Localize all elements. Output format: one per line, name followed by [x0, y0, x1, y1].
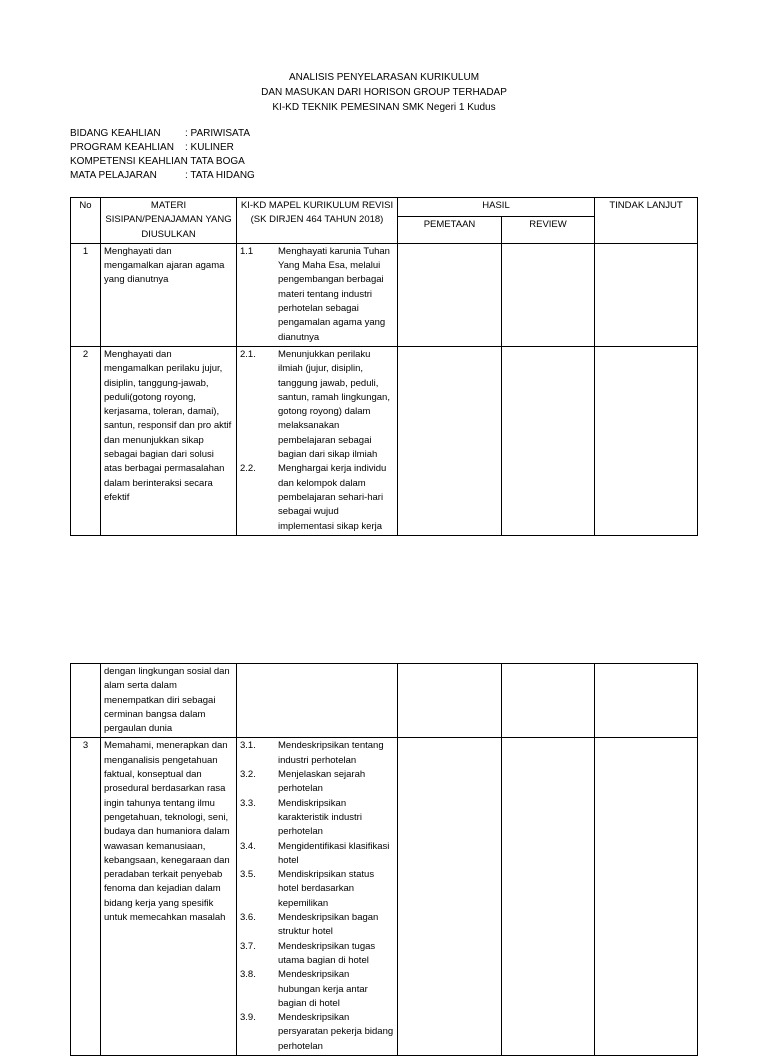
- info-value: : KULINER: [185, 142, 234, 153]
- cell-review: [502, 243, 595, 346]
- info-value: : TATA BOGA: [185, 156, 245, 167]
- header-no: No: [71, 198, 101, 244]
- kd-item: [240, 911, 394, 940]
- cell-review: [502, 346, 595, 535]
- kd-text: Menjelaskan sejarah perhotelan: [278, 769, 366, 795]
- info-label: MATA PELAJARAN: [70, 170, 157, 181]
- info-row-program: [70, 141, 255, 155]
- cell-tindak-lanjut: [595, 664, 698, 738]
- kd-item: [240, 739, 394, 768]
- kd-item: [240, 245, 394, 345]
- row-materi: dengan lingkungan sosial dan alam serta dalam menempatkan diri sebagai cerminan bangsa dalam pergaulan dunia: [101, 664, 237, 738]
- kd-code: 3.6.: [240, 912, 256, 924]
- kd-code: 2.1.: [240, 348, 256, 360]
- table-row: [71, 346, 698, 535]
- kd-item: [240, 348, 394, 462]
- kd-text: Mendeskripsikan persyaratan pekerja bidang perhotelan: [278, 1012, 394, 1052]
- kd-code: 3.7.: [240, 940, 256, 952]
- kd-item: [240, 868, 394, 911]
- kd-item: [240, 940, 394, 969]
- info-row-kompetensi: [70, 155, 255, 169]
- header-kikd: KI-KD MAPEL KURIKULUM REVISI (SK DIRJEN 464 TAHUN 2018): [237, 198, 398, 244]
- kd-text: Menghayati karunia Tuhan Yang Maha Esa, melalui pengembangan berbagai materi tentang industri perhotelan sebagai pengamalan agama yang dianutnya: [278, 245, 390, 343]
- kd-text: Menunjukkan perilaku ilmiah (jujur, disiplin, tanggung jawab, peduli, santun, ramah lingkungan, gotong royong) dalam melaksanakan pembelajaran sebagai bagian dari sikap ilmiah: [278, 348, 390, 461]
- kd-item: [240, 768, 394, 797]
- info-row-bidang: [70, 127, 255, 141]
- row-materi: Menghayati dan mengamalkan perilaku jujur, disiplin, tanggung-jawab, peduli(gotong royong, kerjasama, toleran, damai), santun, responsif dan pro aktif dan menunjukkan sikap sebagai bagian dari solusi atas berbagai permasalahan dalam berinteraksi secara efektif: [101, 346, 237, 535]
- kd-code: 3.5.: [240, 869, 256, 881]
- kd-code: 3.3.: [240, 797, 256, 809]
- info-label: BIDANG KEAHLIAN: [70, 128, 161, 139]
- title-line-2: DAN MASUKAN DARI HORISON GROUP TERHADAP: [261, 87, 507, 98]
- analysis-table: [70, 197, 698, 536]
- info-value: : TATA HIDANG: [185, 170, 255, 181]
- title-line-3: KI-KD TEKNIK PEMESINAN SMK Negeri 1 Kudus: [272, 102, 496, 113]
- kd-text: Mendiskripsikan status hotel berdasarkan kepemilikan: [278, 869, 375, 909]
- kd-item: [240, 1011, 394, 1054]
- info-row-mapel: [70, 169, 255, 183]
- kd-item: [240, 840, 394, 869]
- cell-tindak-lanjut: [595, 243, 698, 346]
- kd-text: Mendiskripsikan karakteristik industri perhotelan: [278, 797, 362, 838]
- row-materi: Menghayati dan mengamalkan ajaran agama yang dianutnya: [101, 243, 237, 346]
- kd-text: Mendeskripsikan tentang industri perhotelan: [278, 740, 384, 766]
- header-tindak-lanjut: TINDAK LANJUT: [595, 198, 698, 244]
- kd-text: Mendeskripsikan tugas utama bagian di hotel: [278, 940, 376, 966]
- kd-item: [240, 797, 394, 840]
- kd-item: [240, 968, 394, 1011]
- row-no: 1: [71, 243, 101, 346]
- cell-pemetaan: [398, 346, 502, 535]
- kd-text: Mendeskripsikan bagan struktur hotel: [278, 912, 379, 938]
- cell-tindak-lanjut: [595, 346, 698, 535]
- row-no: 2: [71, 346, 101, 535]
- kd-item: [240, 462, 394, 533]
- title-line-1: ANALISIS PENYELARASAN KURIKULUM: [288, 72, 480, 83]
- kd-code: 2.2.: [240, 463, 256, 475]
- table-row: [71, 664, 698, 738]
- row-no: 3: [71, 738, 101, 1056]
- row-kikd: [237, 738, 398, 1056]
- kd-text: Mengidentifikasi klasifikasi hotel: [278, 840, 390, 866]
- info-block: [70, 127, 255, 183]
- kd-text: Mendeskripsikan hubungan kerja antar bagian di hotel: [278, 969, 368, 1009]
- table-row: [71, 243, 698, 346]
- kd-code: 3.9.: [240, 1012, 256, 1024]
- header-materi: MATERI SISIPAN/PENAJAMAN YANG DIUSULKAN: [101, 198, 237, 244]
- kd-code: 3.4.: [240, 840, 256, 852]
- row-kikd: [237, 346, 398, 535]
- cell-tindak-lanjut: [595, 738, 698, 1056]
- kd-code: 3.1.: [240, 740, 256, 752]
- cell-review: [502, 664, 595, 738]
- row-kikd: [237, 664, 398, 738]
- info-label: PROGRAM KEAHLIAN: [70, 142, 174, 153]
- cell-review: [502, 738, 595, 1056]
- analysis-table-continued: [70, 663, 698, 1056]
- kd-code: 1.1: [240, 245, 254, 257]
- row-kikd: [237, 243, 398, 346]
- table-row: [71, 738, 698, 1056]
- kd-code: 3.2.: [240, 769, 256, 781]
- cell-pemetaan: [398, 243, 502, 346]
- document-title: [0, 70, 768, 115]
- cell-pemetaan: [398, 664, 502, 738]
- header-pemetaan: PEMETAAN: [398, 216, 502, 243]
- row-materi: Memahami, menerapkan dan menganalisis pengetahuan faktual, konseptual dan prosedural berdasarkan rasa ingin tahunya tentang ilmu pengetahuan, teknologi, seni, budaya dan humaniora dalam wawasan kemanusiaan, kebangsaan, kenegaraan dan peradaban terkait penyebab fenoma dan kejadian dalam bidang kerja yang spesifik untuk memecahkan masalah: [101, 738, 237, 1056]
- kd-text: Menghargai kerja individu dan kelompok dalam pembelajaran sehari-hari sebagai wujud implementasi sikap kerja: [278, 463, 387, 532]
- info-value: : PARIWISATA: [185, 128, 251, 139]
- info-label: KOMPETENSI KEAHLIAN: [70, 156, 188, 167]
- row-no: [71, 664, 101, 738]
- cell-pemetaan: [398, 738, 502, 1056]
- header-review: REVIEW: [502, 216, 595, 243]
- header-hasil: HASIL: [398, 198, 595, 217]
- kd-code: 3.8.: [240, 969, 256, 981]
